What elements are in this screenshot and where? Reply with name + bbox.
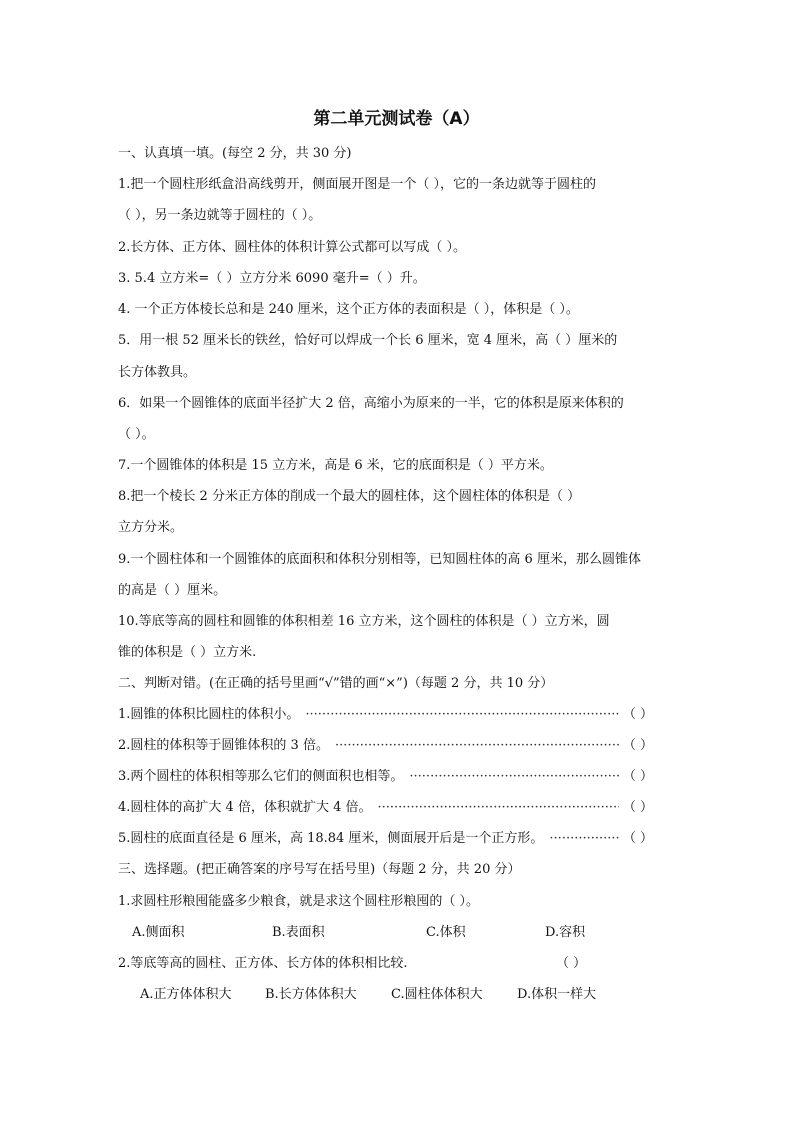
section1-line: （ ）。 bbox=[118, 427, 155, 442]
section1-line: 9.一个圆柱体和一个圆锥体的底面积和体积分别相等，已知圆柱体的高 6 厘米，那么圆锥体 bbox=[118, 552, 641, 567]
answer-blank[interactable]: （ ） bbox=[622, 769, 653, 784]
choice-option-c[interactable]: C.体积 bbox=[426, 925, 466, 940]
section1-line: 4. 一个正方体棱长总和是 240 厘米，这个正方体的表面积是（ ），体积是（ ）。 bbox=[118, 302, 579, 317]
leader-dots bbox=[549, 831, 618, 847]
section1-line: 立方分米。 bbox=[118, 520, 184, 535]
choice-option-d[interactable]: D.容积 bbox=[545, 925, 586, 940]
section1-line: 的高是（ ）厘米。 bbox=[118, 583, 227, 598]
section3-heading: 三、选择题。(把正确答案的序号写在括号里)（每题 2 分，共 20 分） bbox=[118, 862, 521, 877]
section1-line: 7.一个圆锥体的体积是 15 立方米，高是 6 米，它的底面积是（ ）平方米。 bbox=[118, 458, 553, 473]
choice-question: 2.等底等高的圆柱、正方体、长方体的体积相比较. bbox=[118, 956, 408, 971]
judge-question: 4.圆柱体的高扩大 4 倍，体积就扩大 4 倍。 bbox=[118, 800, 372, 815]
judge-item bbox=[118, 738, 653, 754]
choice-question: 1.求圆柱形粮囤能盛多少粮食，就是求这个圆柱形粮囤的（ ）。 bbox=[118, 894, 480, 909]
judge-question: 3.两个圆柱的体积相等那么它们的侧面积也相等。 bbox=[118, 769, 404, 784]
leader-dots bbox=[335, 738, 619, 754]
choice-option-c[interactable]: C.圆柱体体积大 bbox=[391, 987, 483, 1002]
answer-blank[interactable]: （ ） bbox=[622, 738, 653, 753]
judge-question: 5.圆柱的底面直径是 6 厘米，高 18.84 厘米，侧面展开后是一个正方形。 bbox=[118, 831, 544, 846]
choice-option-a[interactable]: A.正方体体积大 bbox=[140, 987, 232, 1002]
leader-dots bbox=[377, 800, 618, 816]
section1-line: 5．用一根 52 厘米长的铁丝，恰好可以焊成一个长 6 厘米，宽 4 厘米，高（ ）厘米的 bbox=[118, 333, 618, 348]
answer-blank[interactable]: （ ） bbox=[622, 707, 653, 722]
leader-dots bbox=[305, 707, 618, 723]
section1-line: 6．如果一个圆锥体的底面半径扩大 2 倍，高缩小为原来的一半，它的体积是原来体积的 bbox=[118, 396, 624, 411]
judge-item bbox=[118, 800, 653, 816]
choice-option-a[interactable]: A.侧面积 bbox=[132, 925, 185, 940]
judge-question: 1.圆锥的体积比圆柱的体积小。 bbox=[118, 707, 300, 722]
section1-line: 2.长方体、正方体、圆柱体的体积计算公式都可以写成（ ）。 bbox=[118, 240, 467, 255]
answer-blank[interactable]: （ ） bbox=[556, 956, 587, 971]
answer-blank[interactable]: （ ） bbox=[622, 800, 653, 815]
choice-option-b[interactable]: B.表面积 bbox=[272, 925, 325, 940]
judge-item bbox=[118, 707, 653, 723]
judge-question: 2.圆柱的体积等于圆锥体积的 3 倍。 bbox=[118, 738, 329, 753]
section2-heading: 二、判断对错。(在正确的括号里画“√”错的画“×”)（每题 2 分，共 10 分） bbox=[118, 676, 554, 691]
judge-item bbox=[118, 831, 653, 847]
section1-line: 锥的体积是（ ）立方米. bbox=[118, 645, 257, 660]
section1-heading: 一、认真填一填。(每空 2 分，共 30 分) bbox=[118, 146, 352, 161]
choice-option-d[interactable]: D.体积一样大 bbox=[517, 987, 597, 1002]
choice-option-b[interactable]: B.长方体体积大 bbox=[265, 987, 357, 1002]
section1-line: 长方体教具。 bbox=[118, 365, 197, 380]
section1-line: 3. 5.4 立方米=（ ）立方分米 6090 毫升=（ ）升。 bbox=[118, 271, 426, 286]
page-title: 第二单元测试卷（A） bbox=[313, 109, 480, 129]
judge-item bbox=[118, 769, 653, 785]
leader-dots bbox=[409, 769, 618, 785]
section1-line: （ ），另一条边就等于圆柱的（ ）。 bbox=[118, 208, 322, 223]
answer-blank[interactable]: （ ） bbox=[622, 831, 653, 846]
section1-line: 8.把一个棱长 2 分米正方体的削成一个最大的圆柱体，这个圆柱体的体积是（ ） bbox=[118, 489, 581, 504]
section1-line: 1.把一个圆柱形纸盒沿高线剪开，侧面展开图是一个（ ），它的一条边就等于圆柱的 bbox=[118, 177, 597, 192]
section1-line: 10.等底等高的圆柱和圆锥的体积相差 16 立方米，这个圆柱的体积是（ ）立方米，圆 bbox=[118, 614, 610, 629]
